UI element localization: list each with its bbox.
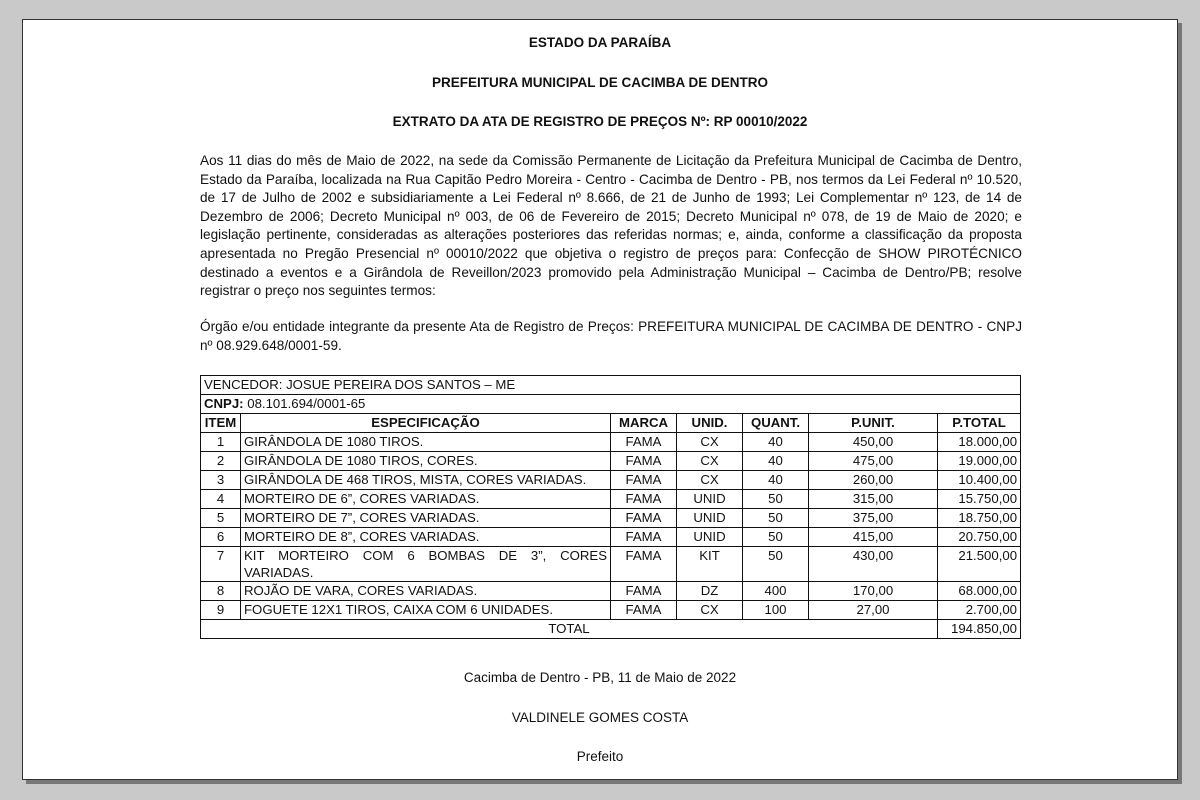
item-number: 5 bbox=[201, 509, 241, 528]
col-item: ITEM bbox=[201, 414, 241, 433]
organ-paragraph: Órgão e/ou entidade integrante da presente Ata de Registro de Preços: PREFEITURA MUNICIPAL DE CACIMBA DE DENTRO - CNPJ nº 08.929.648/0001-59. bbox=[200, 319, 1022, 353]
prefecture-heading: PREFEITURA MUNICIPAL DE CACIMBA DE DENTRO bbox=[431, 75, 768, 90]
item-unit-price: 170,00 bbox=[809, 582, 938, 601]
col-marca: MARCA bbox=[611, 414, 677, 433]
item-unit: CX bbox=[677, 433, 743, 452]
item-unit: CX bbox=[677, 601, 743, 620]
item-brand: FAMA bbox=[611, 433, 677, 452]
item-unit: UNID bbox=[677, 509, 743, 528]
item-quantity: 50 bbox=[743, 528, 809, 547]
vendor-row bbox=[201, 376, 1021, 395]
item-total-price: 10.400,00 bbox=[938, 471, 1021, 490]
item-brand: FAMA bbox=[611, 452, 677, 471]
header-row bbox=[201, 414, 1021, 433]
item-unit-price: 430,00 bbox=[809, 547, 938, 582]
total-row bbox=[201, 620, 1021, 639]
item-spec: ROJÃO DE VARA, CORES VARIADAS. bbox=[241, 582, 611, 601]
item-number: 8 bbox=[201, 582, 241, 601]
item-number: 9 bbox=[201, 601, 241, 620]
item-quantity: 50 bbox=[743, 547, 809, 582]
table-row bbox=[201, 601, 1021, 620]
cnpj-row bbox=[201, 395, 1021, 414]
item-number: 7 bbox=[201, 547, 241, 582]
cnpj-cell bbox=[201, 395, 1021, 414]
table-row bbox=[201, 582, 1021, 601]
table-row bbox=[201, 547, 1021, 582]
item-number: 3 bbox=[201, 471, 241, 490]
item-unit: UNID bbox=[677, 490, 743, 509]
item-total-price: 19.000,00 bbox=[938, 452, 1021, 471]
item-total-price: 21.500,00 bbox=[938, 547, 1021, 582]
item-unit-price: 415,00 bbox=[809, 528, 938, 547]
item-unit-price: 375,00 bbox=[809, 509, 938, 528]
signatory-role: Prefeito bbox=[576, 749, 624, 764]
item-brand: FAMA bbox=[611, 601, 677, 620]
item-unit-price: 450,00 bbox=[809, 433, 938, 452]
item-number: 4 bbox=[201, 490, 241, 509]
item-unit-price: 475,00 bbox=[809, 452, 938, 471]
item-quantity: 40 bbox=[743, 452, 809, 471]
place-date: Cacimba de Dentro - PB, 11 de Maio de 2022 bbox=[463, 670, 737, 685]
item-quantity: 100 bbox=[743, 601, 809, 620]
document-page bbox=[22, 19, 1178, 780]
document-title: EXTRATO DA ATA DE REGISTRO DE PREÇOS Nº: RP 00010/2022 bbox=[392, 114, 808, 129]
item-number: 1 bbox=[201, 433, 241, 452]
item-unit-price: 315,00 bbox=[809, 490, 938, 509]
item-quantity: 50 bbox=[743, 509, 809, 528]
total-label: TOTAL bbox=[201, 620, 938, 639]
table-row bbox=[201, 509, 1021, 528]
col-punit: P.UNIT. bbox=[809, 414, 938, 433]
item-brand: FAMA bbox=[611, 528, 677, 547]
col-quant: QUANT. bbox=[743, 414, 809, 433]
item-number: 6 bbox=[201, 528, 241, 547]
state-heading: ESTADO DA PARAÍBA bbox=[528, 35, 672, 50]
item-spec: GIRÂNDOLA DE 1080 TIROS. bbox=[241, 433, 611, 452]
item-spec: GIRÂNDOLA DE 468 TIROS, MISTA, CORES VARIADAS. bbox=[241, 471, 611, 490]
item-unit-price: 27,00 bbox=[809, 601, 938, 620]
item-unit: UNID bbox=[677, 528, 743, 547]
item-spec: FOGUETE 12X1 TIROS, CAIXA COM 6 UNIDADES. bbox=[241, 601, 611, 620]
item-total-price: 2.700,00 bbox=[938, 601, 1021, 620]
item-quantity: 40 bbox=[743, 471, 809, 490]
table-row bbox=[201, 433, 1021, 452]
table-row bbox=[201, 471, 1021, 490]
col-unid: UNID. bbox=[677, 414, 743, 433]
item-unit: KIT bbox=[677, 547, 743, 582]
intro-paragraph: Aos 11 dias do mês de Maio de 2022, na sede da Comissão Permanente de Licitação da Prefeitura Municipal de Cacimba de Dentro, Estado da Paraíba, localizada na Rua Capitão Pedro Moreira - Centro - Cacimba de Dentro - PB, nos termos da Lei Federal nº 10.520, de 17 de Julho de 2002 e subsidiariamente a Lei Federal nº 8.666, de 21 de Junho de 1993; Lei Complementar nº 123, de 14 de Dezembro de 2006; Decreto Municipal nº 003, de 06 de Fevereiro de 2015; Decreto Municipal nº 078, de 19 de Maio de 2020; e legislação pertinente, consideradas as alterações posteriores das referidas normas; e, ainda, conforme a classificação da proposta apresentada no Pregão Presencial nº 00010/2022 que objetiva o registro de preços para: Confecção de SHOW PIROTÉCNICO destinado a eventos e a Girândola de Reveillon/2023 promovido pela Administração Municipal – Cacimba de Dentro/PB; resolve registrar o preço nos seguintes termos: bbox=[200, 153, 1022, 299]
item-total-price: 20.750,00 bbox=[938, 528, 1021, 547]
item-brand: FAMA bbox=[611, 490, 677, 509]
item-spec: MORTEIRO DE 8”, CORES VARIADAS. bbox=[241, 528, 611, 547]
item-brand: FAMA bbox=[611, 582, 677, 601]
item-spec: MORTEIRO DE 7”, CORES VARIADAS. bbox=[241, 509, 611, 528]
item-spec: GIRÂNDOLA DE 1080 TIROS, CORES. bbox=[241, 452, 611, 471]
cnpj-label: CNPJ: bbox=[204, 396, 244, 411]
table-row bbox=[201, 452, 1021, 471]
price-table bbox=[200, 375, 1021, 639]
item-number: 2 bbox=[201, 452, 241, 471]
item-unit: CX bbox=[677, 452, 743, 471]
item-unit-price: 260,00 bbox=[809, 471, 938, 490]
item-total-price: 18.750,00 bbox=[938, 509, 1021, 528]
item-total-price: 18.000,00 bbox=[938, 433, 1021, 452]
table-row bbox=[201, 528, 1021, 547]
total-value: 194.850,00 bbox=[938, 620, 1021, 639]
signatory-name: VALDINELE GOMES COSTA bbox=[511, 710, 689, 725]
col-spec: ESPECIFICAÇÃO bbox=[241, 414, 611, 433]
vendor-cell: VENCEDOR: JOSUE PEREIRA DOS SANTOS – ME bbox=[201, 376, 1021, 395]
item-spec: MORTEIRO DE 6”, CORES VARIADAS. bbox=[241, 490, 611, 509]
table-row bbox=[201, 490, 1021, 509]
item-unit: CX bbox=[677, 471, 743, 490]
item-quantity: 400 bbox=[743, 582, 809, 601]
item-spec: KIT MORTEIRO COM 6 BOMBAS DE 3”, CORES VARIADAS. bbox=[241, 547, 611, 582]
item-total-price: 68.000,00 bbox=[938, 582, 1021, 601]
item-quantity: 40 bbox=[743, 433, 809, 452]
col-ptotal: P.TOTAL bbox=[938, 414, 1021, 433]
item-brand: FAMA bbox=[611, 471, 677, 490]
item-total-price: 15.750,00 bbox=[938, 490, 1021, 509]
cnpj-value: 08.101.694/0001-65 bbox=[243, 396, 366, 411]
item-quantity: 50 bbox=[743, 490, 809, 509]
item-unit: DZ bbox=[677, 582, 743, 601]
item-brand: FAMA bbox=[611, 509, 677, 528]
item-brand: FAMA bbox=[611, 547, 677, 582]
